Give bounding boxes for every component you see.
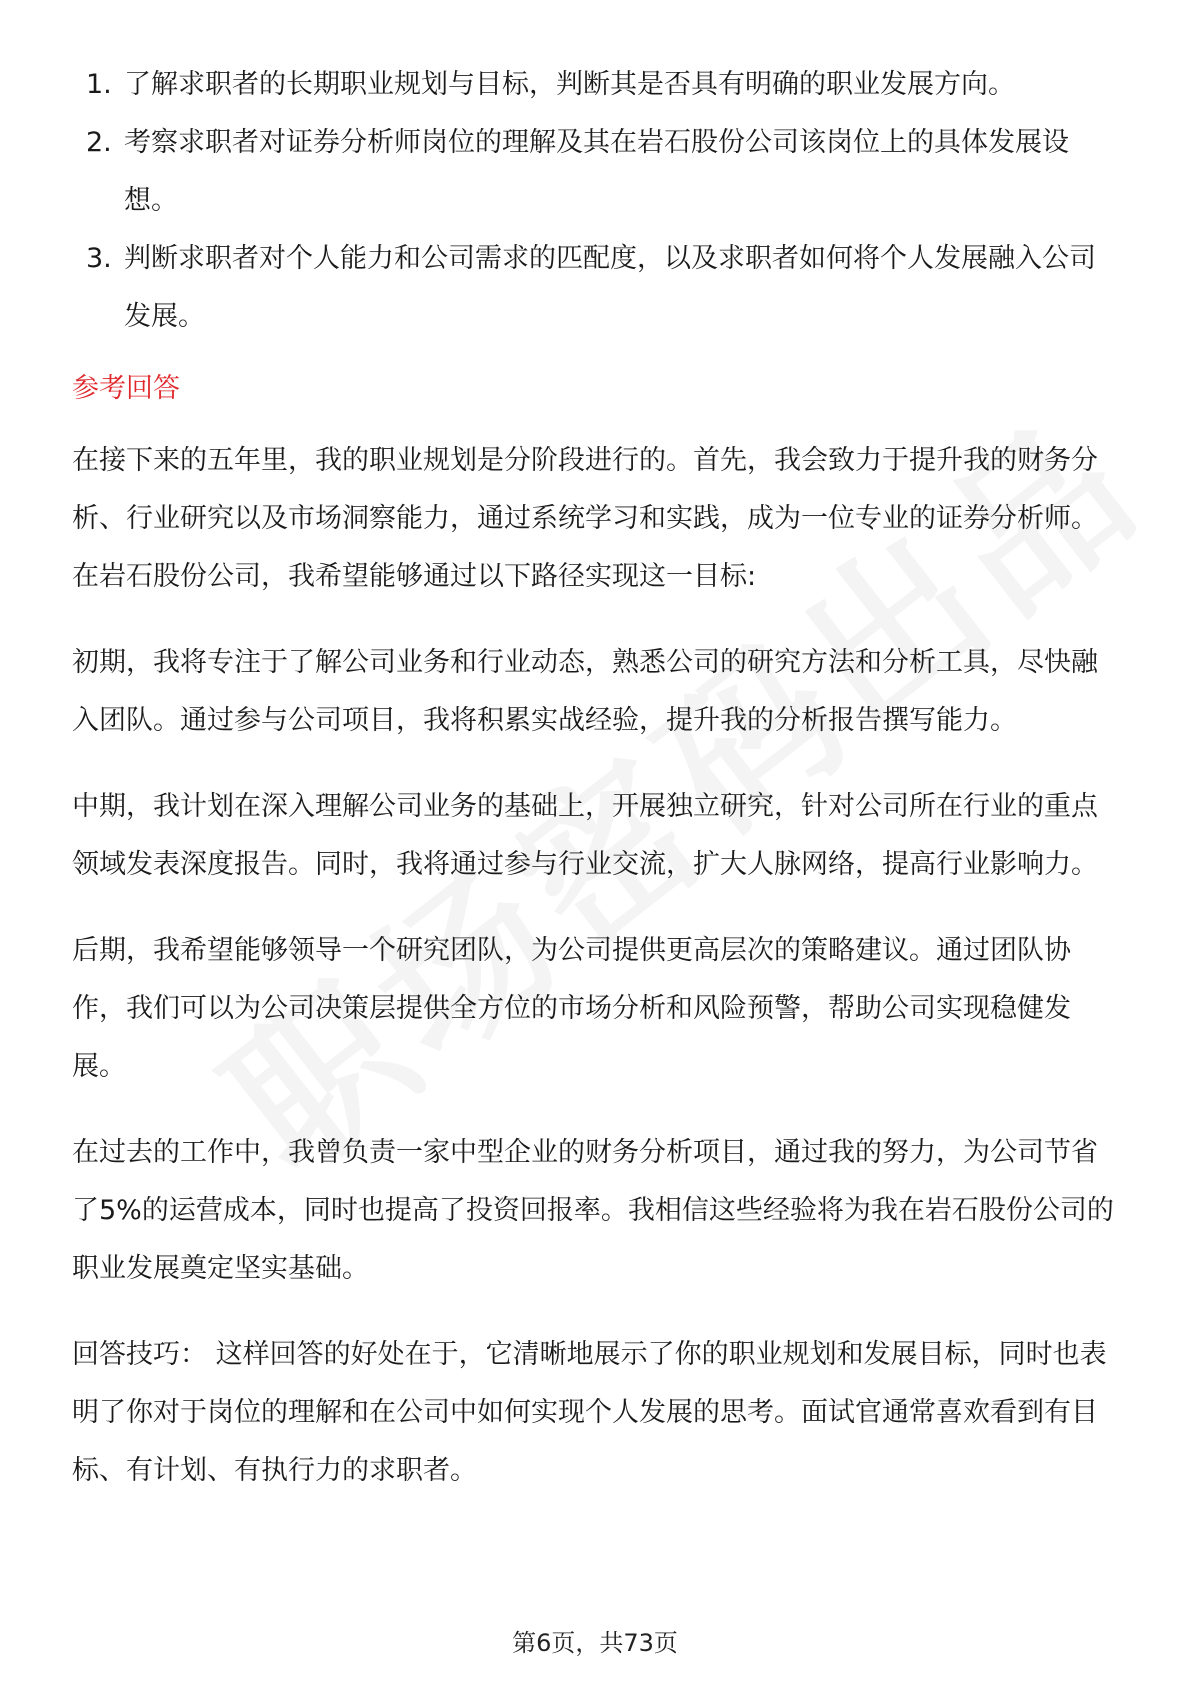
criteria-number: 3.	[86, 243, 112, 274]
criteria-text: 考察求职者对证券分析师岗位的理解及其在岩石股份公司该岗位上的具体发展设想。	[124, 127, 1069, 216]
answer-paragraph: 在接下来的五年里，我的职业规划是分阶段进行的。首先，我会致力于提升我的财务分析、行业研究以及市场洞察能力，通过系统学习和实践，成为一位专业的证券分析师。在岩石股份公司，我希望能够通过以下路径实现这一目标:	[72, 445, 1098, 592]
criteria-item	[72, 114, 1122, 230]
criteria-item	[72, 56, 1122, 114]
answer-tips-paragraph: 回答技巧： 这样回答的好处在于，它清晰地展示了你的职业规划和发展目标，同时也表明了你对于岗位的理解和在公司中如何实现个人发展的思考。面试官通常喜欢看到有目标、有计划、有执行力的求职者。	[72, 1339, 1107, 1486]
criteria-number: 2.	[86, 127, 112, 158]
criteria-text: 判断求职者对个人能力和公司需求的匹配度，以及求职者如何将个人发展融入公司发展。	[124, 243, 1096, 332]
criteria-text: 了解求职者的长期职业规划与目标，判断其是否具有明确的职业发展方向。	[124, 69, 1015, 100]
answer-paragraph: 初期，我将专注于了解公司业务和行业动态，熟悉公司的研究方法和分析工具，尽快融入团队。通过参与公司项目，我将积累实战经验，提升我的分析报告撰写能力。	[72, 647, 1098, 736]
criteria-number: 1.	[86, 69, 112, 100]
page-number-footer: 第6页，共73页	[512, 1629, 678, 1657]
answer-paragraph: 后期，我希望能够领导一个研究团队，为公司提供更高层次的策略建议。通过团队协作，我们可以为公司决策层提供全方位的市场分析和风险预警，帮助公司实现稳健发展。	[72, 935, 1071, 1082]
evaluation-criteria-list	[72, 56, 1122, 346]
section-title: 参考回答	[72, 373, 180, 404]
answer-paragraph: 在过去的工作中，我曾负责一家中型企业的财务分析项目，通过我的努力，为公司节省了5%的运营成本，同时也提高了投资回报率。我相信这些经验将为我在岩石股份公司的职业发展奠定坚实基础。	[72, 1137, 1114, 1284]
page-content	[72, 56, 1122, 1528]
criteria-item	[72, 230, 1122, 346]
answer-paragraph: 中期，我计划在深入理解公司业务的基础上，开展独立研究，针对公司所在行业的重点领域发表深度报告。同时，我将通过参与行业交流，扩大人脉网络，提高行业影响力。	[72, 791, 1098, 880]
